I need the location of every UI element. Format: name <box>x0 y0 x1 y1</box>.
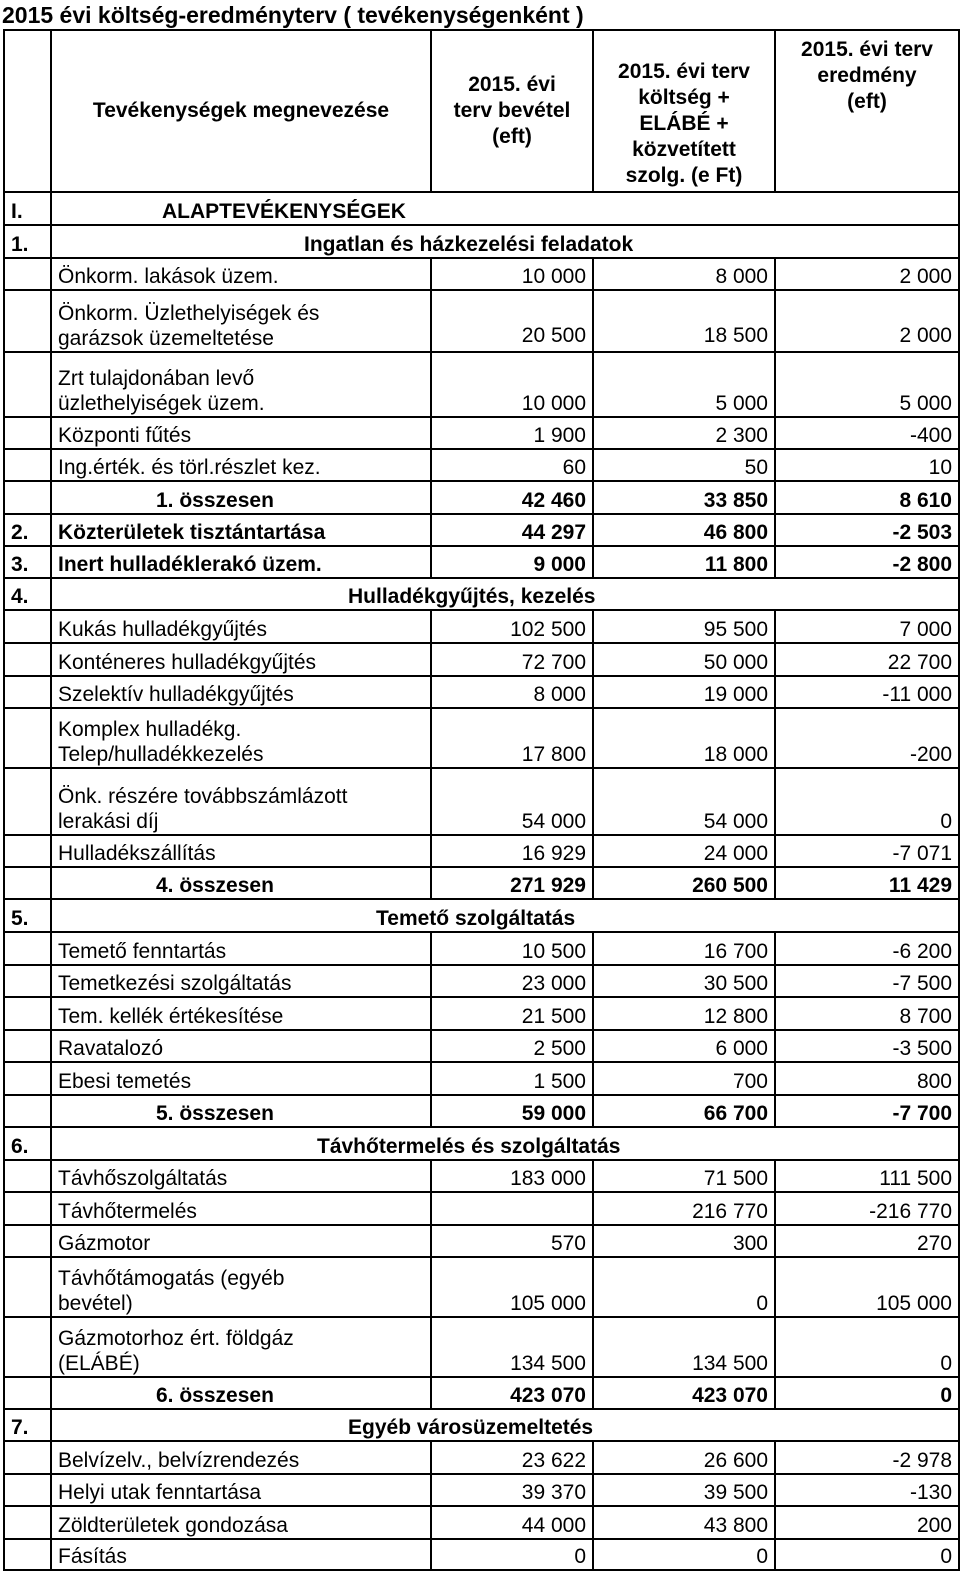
section-num: 6. <box>4 1127 51 1160</box>
row-result: -7 700 <box>775 1095 959 1127</box>
table-row <box>4 997 959 1030</box>
row-result: 0 <box>775 1377 959 1409</box>
row-num <box>4 1062 51 1095</box>
row-result: -130 <box>775 1474 959 1506</box>
row-num <box>4 676 51 708</box>
row-income: 17 800 <box>431 708 593 768</box>
section-row-6 <box>4 1127 959 1160</box>
row-label: Gázmotorhoz ért. földgáz (ELÁBÉ) <box>51 1317 431 1377</box>
row-result: 0 <box>775 1539 959 1570</box>
subtotal-row <box>4 867 959 899</box>
table-row <box>4 768 959 835</box>
row-label: Távhőtermelés <box>51 1192 431 1225</box>
row-num <box>4 1317 51 1377</box>
row-cost: 19 000 <box>593 676 775 708</box>
section-title <box>51 1127 959 1160</box>
row-label: Hulladékszállítás <box>51 835 431 867</box>
row-num: 3. <box>4 546 51 578</box>
section-num: 1. <box>4 225 51 258</box>
table-row <box>4 417 959 449</box>
row-income: 183 000 <box>431 1160 593 1192</box>
row-income: 60 <box>431 449 593 481</box>
row-income: 570 <box>431 1225 593 1257</box>
header-name: Tevékenységek megnevezése <box>51 30 431 192</box>
row-label: Központi fűtés <box>51 417 431 449</box>
row-income: 134 500 <box>431 1317 593 1377</box>
row-num <box>4 1030 51 1062</box>
row-num <box>4 1377 51 1409</box>
row-cost: 8 000 <box>593 258 775 290</box>
row-num <box>4 643 51 676</box>
table-row <box>4 1192 959 1225</box>
row-cost: 134 500 <box>593 1317 775 1377</box>
row-num <box>4 417 51 449</box>
row-label: Kukás hulladékgyűjtés <box>51 610 431 643</box>
row-cost: 6 000 <box>593 1030 775 1062</box>
row-cost: 26 600 <box>593 1441 775 1474</box>
section-title <box>51 899 959 932</box>
row-num <box>4 965 51 997</box>
row-income: 423 070 <box>431 1377 593 1409</box>
row-result: -7 071 <box>775 835 959 867</box>
table-row <box>4 1539 959 1570</box>
row-cost: 54 000 <box>593 768 775 835</box>
row-cost: 5 000 <box>593 352 775 417</box>
row-result: -2 978 <box>775 1441 959 1474</box>
section-row-3 <box>4 546 959 578</box>
table-row <box>4 352 959 417</box>
row-cost: 50 <box>593 449 775 481</box>
row-label: Zrt tulajdonában levő üzlethelyiségek üzem. <box>51 352 431 417</box>
row-result: 0 <box>775 1317 959 1377</box>
row-label: Távhőtámogatás (egyéb bevétel) <box>51 1257 431 1317</box>
subtotal-row <box>4 1377 959 1409</box>
row-cost: 18 500 <box>593 290 775 352</box>
header-row <box>4 30 959 192</box>
row-income: 39 370 <box>431 1474 593 1506</box>
row-label: 1. összesen <box>51 481 431 514</box>
table-row <box>4 290 959 352</box>
row-label: Ebesi temetés <box>51 1062 431 1095</box>
row-cost: 95 500 <box>593 610 775 643</box>
row-num <box>4 1506 51 1539</box>
row-num <box>4 768 51 835</box>
row-label: 4. összesen <box>51 867 431 899</box>
table-row <box>4 1506 959 1539</box>
row-cost: 300 <box>593 1225 775 1257</box>
row-result: 5 000 <box>775 352 959 417</box>
row-num <box>4 1225 51 1257</box>
row-num <box>4 610 51 643</box>
cost-result-table <box>3 29 960 1571</box>
row-cost: 16 700 <box>593 932 775 965</box>
row-num <box>4 835 51 867</box>
table-row <box>4 258 959 290</box>
row-income: 102 500 <box>431 610 593 643</box>
header-cost: 2015. évi terv költség + ELÁBÉ + közvetített szolg. (e Ft) <box>593 30 775 192</box>
row-label: Temetkezési szolgáltatás <box>51 965 431 997</box>
section-row-4 <box>4 578 959 610</box>
row-result: 22 700 <box>775 643 959 676</box>
row-label: Ing.érték. és törl.részlet kez. <box>51 449 431 481</box>
row-label: Önkorm. lakások üzem. <box>51 258 431 290</box>
row-income: 10 000 <box>431 352 593 417</box>
row-num <box>4 708 51 768</box>
row-num <box>4 1257 51 1317</box>
row-income: 54 000 <box>431 768 593 835</box>
row-label: Tem. kellék értékesítése <box>51 997 431 1030</box>
section-row-1 <box>4 225 959 258</box>
row-num <box>4 481 51 514</box>
table-row <box>4 1474 959 1506</box>
table-row <box>4 1160 959 1192</box>
section-num: 5. <box>4 899 51 932</box>
row-result: 270 <box>775 1225 959 1257</box>
row-income: 21 500 <box>431 997 593 1030</box>
section-num: I. <box>4 192 51 225</box>
row-label: Helyi utak fenntartása <box>51 1474 431 1506</box>
section-row-I <box>4 192 959 225</box>
row-cost: 0 <box>593 1539 775 1570</box>
section-num: 7. <box>4 1409 51 1441</box>
row-label: 6. összesen <box>51 1377 431 1409</box>
row-income: 105 000 <box>431 1257 593 1317</box>
row-result: -2 800 <box>775 546 959 578</box>
table-row <box>4 708 959 768</box>
table-row <box>4 1257 959 1317</box>
row-label: Önkorm. Üzlethelyiségek és garázsok üzemeltetése <box>51 290 431 352</box>
row-income: 44 000 <box>431 1506 593 1539</box>
row-cost: 0 <box>593 1257 775 1317</box>
row-result: 105 000 <box>775 1257 959 1317</box>
row-result: -200 <box>775 708 959 768</box>
row-income: 0 <box>431 1539 593 1570</box>
row-label: Konténeres hulladékgyűjtés <box>51 643 431 676</box>
row-result: 10 <box>775 449 959 481</box>
row-num: 2. <box>4 514 51 546</box>
row-cost: 39 500 <box>593 1474 775 1506</box>
row-result: 7 000 <box>775 610 959 643</box>
row-result: -2 503 <box>775 514 959 546</box>
row-result: -3 500 <box>775 1030 959 1062</box>
section-label: Temető szolgáltatás <box>376 907 576 930</box>
section-title <box>51 225 959 258</box>
row-cost: 260 500 <box>593 867 775 899</box>
header-num <box>4 30 51 192</box>
row-income: 42 460 <box>431 481 593 514</box>
row-cost: 2 300 <box>593 417 775 449</box>
row-num <box>4 449 51 481</box>
row-cost: 18 000 <box>593 708 775 768</box>
row-cost: 30 500 <box>593 965 775 997</box>
row-num <box>4 1192 51 1225</box>
row-income: 16 929 <box>431 835 593 867</box>
subtotal-row <box>4 1095 959 1127</box>
row-cost: 216 770 <box>593 1192 775 1225</box>
section-label: Ingatlan és házkezelési feladatok <box>304 233 634 256</box>
section-title <box>51 578 959 610</box>
row-result: -216 770 <box>775 1192 959 1225</box>
section-row-5 <box>4 899 959 932</box>
row-result: 800 <box>775 1062 959 1095</box>
row-cost: 423 070 <box>593 1377 775 1409</box>
page-title: 2015 évi költség-eredményterv ( tevékenységenként ) <box>2 2 584 28</box>
row-num <box>4 1474 51 1506</box>
section-label: Egyéb városüzemeltetés <box>348 1416 594 1439</box>
table-row <box>4 1317 959 1377</box>
row-income: 1 500 <box>431 1062 593 1095</box>
row-result: -400 <box>775 417 959 449</box>
row-result: 8 610 <box>775 481 959 514</box>
table-row <box>4 1062 959 1095</box>
row-num <box>4 290 51 352</box>
row-income: 2 500 <box>431 1030 593 1062</box>
row-num <box>4 932 51 965</box>
section-row-2 <box>4 514 959 546</box>
row-num <box>4 1441 51 1474</box>
row-label: Komplex hulladékg. Telep/hulladékkezelés <box>51 708 431 768</box>
row-label: Szelektív hulladékgyűjtés <box>51 676 431 708</box>
row-income: 10 500 <box>431 932 593 965</box>
row-label: Gázmotor <box>51 1225 431 1257</box>
table-row <box>4 610 959 643</box>
row-label: Közterületek tisztántartása <box>51 514 431 546</box>
row-cost: 700 <box>593 1062 775 1095</box>
row-num <box>4 997 51 1030</box>
table-row <box>4 1441 959 1474</box>
row-label: Távhőszolgáltatás <box>51 1160 431 1192</box>
row-num <box>4 867 51 899</box>
row-num <box>4 258 51 290</box>
section-row-7 <box>4 1409 959 1441</box>
row-result: -6 200 <box>775 932 959 965</box>
row-income: 72 700 <box>431 643 593 676</box>
row-cost: 71 500 <box>593 1160 775 1192</box>
section-num: 4. <box>4 578 51 610</box>
row-result: 11 429 <box>775 867 959 899</box>
row-label: Fásítás <box>51 1539 431 1570</box>
row-label: Önk. részére továbbszámlázott lerakási díj <box>51 768 431 835</box>
row-num <box>4 1160 51 1192</box>
table-row <box>4 643 959 676</box>
row-num <box>4 1095 51 1127</box>
row-cost: 11 800 <box>593 546 775 578</box>
row-result: 2 000 <box>775 258 959 290</box>
row-label: Zöldterületek gondozása <box>51 1506 431 1539</box>
section-label: Hulladékgyűjtés, kezelés <box>348 585 596 608</box>
row-label: 5. összesen <box>51 1095 431 1127</box>
row-income: 23 000 <box>431 965 593 997</box>
row-income <box>431 1192 593 1225</box>
table-row <box>4 676 959 708</box>
header-result: 2015. évi terv eredmény (eft) <box>775 30 959 192</box>
row-income: 271 929 <box>431 867 593 899</box>
row-income: 23 622 <box>431 1441 593 1474</box>
section-label: ALAPTEVÉKENYSÉGEK <box>162 200 406 223</box>
table-row <box>4 965 959 997</box>
row-result: 2 000 <box>775 290 959 352</box>
row-cost: 12 800 <box>593 997 775 1030</box>
row-cost: 46 800 <box>593 514 775 546</box>
row-result: -11 000 <box>775 676 959 708</box>
row-result: 8 700 <box>775 997 959 1030</box>
row-income: 1 900 <box>431 417 593 449</box>
row-cost: 33 850 <box>593 481 775 514</box>
table-row <box>4 449 959 481</box>
row-num <box>4 352 51 417</box>
table-row <box>4 1225 959 1257</box>
row-income: 9 000 <box>431 546 593 578</box>
row-income: 59 000 <box>431 1095 593 1127</box>
row-cost: 43 800 <box>593 1506 775 1539</box>
row-num <box>4 1539 51 1570</box>
row-cost: 50 000 <box>593 643 775 676</box>
header-income: 2015. évi terv bevétel (eft) <box>431 30 593 192</box>
section-title <box>51 1409 959 1441</box>
table-row <box>4 1030 959 1062</box>
row-income: 8 000 <box>431 676 593 708</box>
row-income: 20 500 <box>431 290 593 352</box>
subtotal-row <box>4 481 959 514</box>
section-title <box>51 192 959 225</box>
row-result: 0 <box>775 768 959 835</box>
row-label: Ravatalozó <box>51 1030 431 1062</box>
row-label: Belvízelv., belvízrendezés <box>51 1441 431 1474</box>
row-cost: 66 700 <box>593 1095 775 1127</box>
row-result: 200 <box>775 1506 959 1539</box>
row-income: 44 297 <box>431 514 593 546</box>
section-label: Távhőtermelés és szolgáltatás <box>317 1135 621 1158</box>
row-label: Inert hulladéklerakó üzem. <box>51 546 431 578</box>
row-cost: 24 000 <box>593 835 775 867</box>
row-result: 111 500 <box>775 1160 959 1192</box>
row-result: -7 500 <box>775 965 959 997</box>
table-row <box>4 932 959 965</box>
table-row <box>4 835 959 867</box>
row-income: 10 000 <box>431 258 593 290</box>
row-label: Temető fenntartás <box>51 932 431 965</box>
